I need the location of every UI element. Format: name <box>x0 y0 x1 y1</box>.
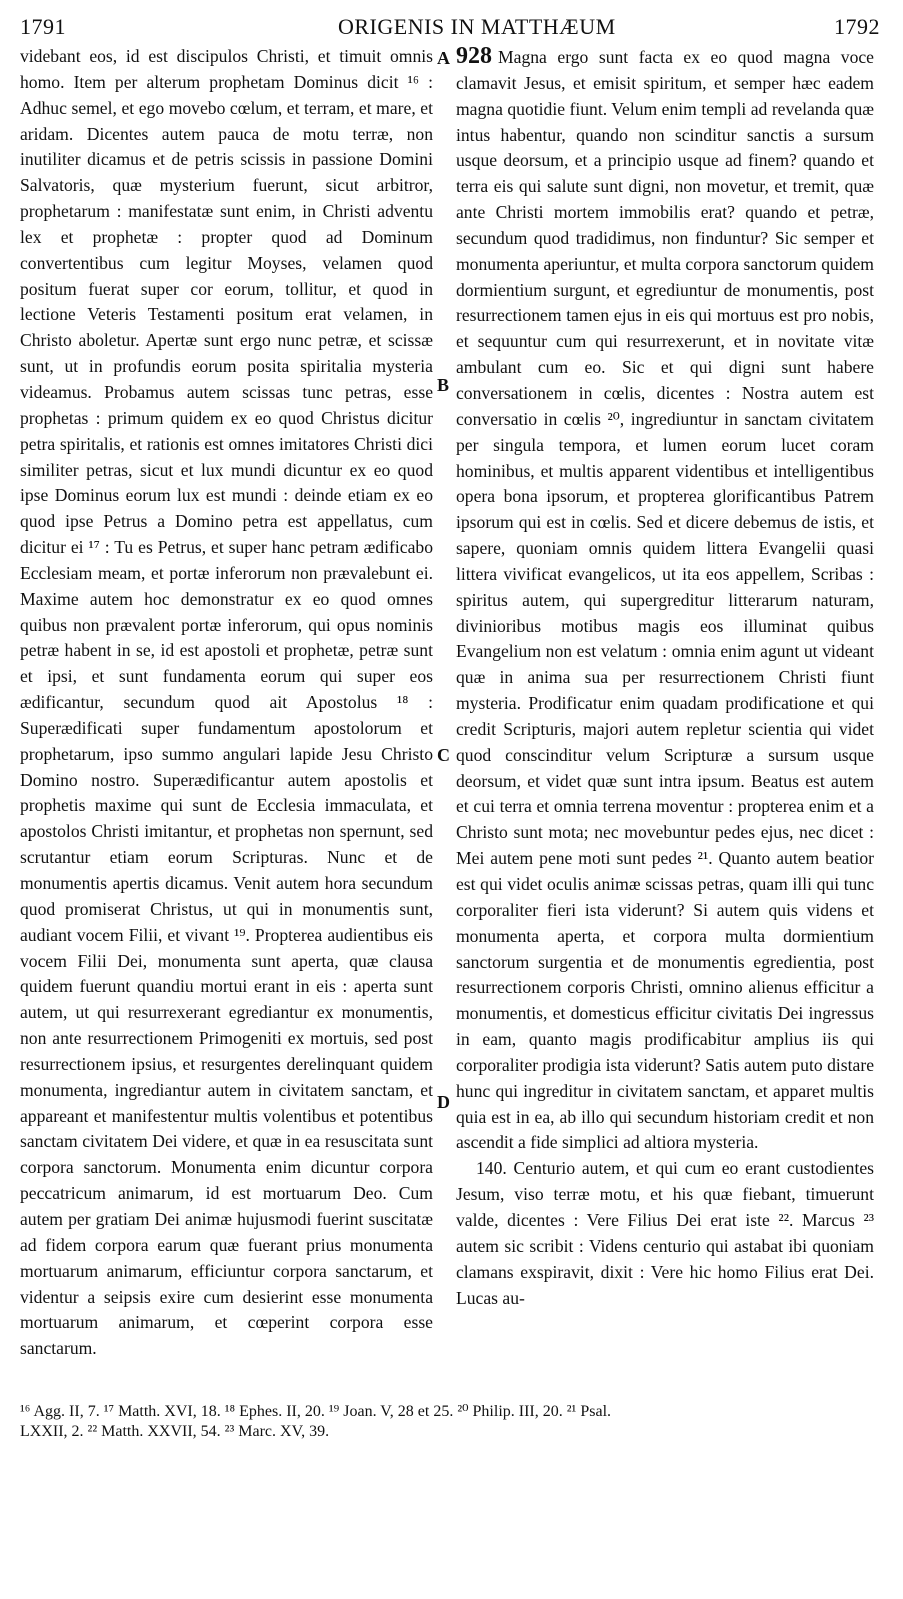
footnote-line-1: ¹⁶ Agg. II, 7. ¹⁷ Matth. XVI, 18. ¹⁸ Ephes. II, 20. ¹⁹ Joan. V, 28 et 25. ²⁰ Philip. III, 20. ²¹ Psal. <box>20 1403 612 1420</box>
right-paragraph-1 <box>456 44 874 1156</box>
margin-letter-d: D <box>437 1092 450 1112</box>
margin-letter-c: C <box>437 745 450 765</box>
left-column <box>20 44 433 1362</box>
left-column-text: videbant eos, id est discipulos Christi, et timuit omnis homo. Item per alterum prophetam Dominus dicit ¹⁶ : Adhuc semel, et ego movebo cœlum, et terram, et mare, et aridam. Dicentes autem pauca de motu terræ, non inutiliter dicamus et de petris scissis in passione Domini Salvatoris, quæ mysterium fuerunt, sicut arbitror, prophetarum : manifestatæ sunt enim, in Christi adventu lex et prophetæ : propter quod ad Dominum convertentibus cum legitur Moyses, velamen quod positum fuerat super cor eorum, tollitur, et quod in lectione Veteris Testamenti positum erat velamen, in Christo aboletur. Apertæ sunt ergo nunc petræ, et scissæ sunt, ut in profundis eorum posita spiritalia mysteria videamus. Probamus autem scissas tunc petras, esse prophetas : primum quidem ex eo quod Christus dicitur petra spiritalis, et rationis est omnes imitatores Christi dici similiter petras, sicut et lux mundi dicuntur ex eo quod ipse Dominus eorum lux est mundi : deinde etiam ex eo quod ipse Petrus a Domino petra est appellatus, cum dicitur ei ¹⁷ : Tu es Petrus, et super hanc petram ædificabo Ecclesiam meam, et portæ inferorum non prævalebunt ei. Maxime autem hoc demonstratur ex eo quod omnes quibus non prævalent portæ inferorum, qui opus nominis petræ habent in se, id est apostoli et prophetæ, petræ sunt et ipsi, et sunt fundamenta eorum qui super eos ædificantur, secundum quod ait Apostolus ¹⁸ : Superædificati super fundamentum apostolorum et prophetarum, ipso summo angulari lapide Jesu Christo Domino nostro. Superædificantur autem apostolis et prophetis maxime qui sunt de Ecclesia immaculata, et apostolos Christi imitantur, et prophetas non spernunt, sed scrutantur etiam eorum Scripturas. Nunc et de monumentis apertis dicamus. Venit autem hora secundum quod promiserat Christus, ut qui in monumentis sunt, audiant vocem Filii, et vivant ¹⁹. Propterea audientibus eis vocem Filii Dei, monumenta sunt aperta, quæ clausa quidem fuerunt quandiu mortui erant in eis : aperta sunt autem, ut qui resurrexerant egrediantur ex monumentis, non ante resurrectionem Primogeniti ex mortuis, sed post resurrectionem ipsius, et resurgentes derelinquant quidem monumenta, ingrediantur autem in civitatem sanctam, et appareant et manifestentur multis volentibus et potentibus sanctam civitatem Dei videre, et quæ in ea resuscitata sunt corpora sanctorum. Monumenta enim dicuntur corpora peccatricum animarum, id est mortuarum Deo. Cum autem per gratiam Dei animæ hujusmodi fuerint suscitatæ ad fidem corpora earum quæ fuerant prius monumenta mortuarum animarum, efficiuntur corpora sanctarum, et videntur a seipsis exire cum desierint esse monumenta mortuarum animarum, et cœperint corpora esse sanctarum. <box>20 46 433 1359</box>
right-paragraph-1-text: Magna ergo sunt facta ex eo quod magna voce clamavit Jesus, et emisit spiritum, et semper hæc eadem magna quotidie fiunt. Velum enim templi ad revelanda quæ intus habentur, quando non scinditur sanctis a sursum usque deorsum, et a principio usque ad finem? quando et terra eis qui salute sunt digni, non movetur, et tremit, quæ ante Christi mortem immobilis erat? quando et petræ, secundum quod tradidimus, non finduntur? Sic semper et monumenta aperiuntur, et multa corpora sanctorum quidem dormientium surgunt, et egrediuntur de monumentis, post resurrectionem tamen ejus in eis qui mortuus est pro nobis, et sequuntur cum qui resurrexerunt, et in novitate vitæ ambulant cum eo. Sic et qui digni sunt habere conversationem in cœlis, dicentes : Nostra autem est conversatio in cœlis ²⁰, ingrediuntur in sanctam civitatem per singula tempora, et lumen eorum lucet coram hominibus, et multis apparent videntibus et intelligentibus opera bona ipsorum, et propterea glorificantibus Patrem ipsorum qui est in cœlis. Sed et dicere debemus de istis, et sapere, quoniam omnis quidem littera Evangelii quasi littera vivificat evangelicos, ut ita eos appellem, Scribas : spiritus autem, qui supergreditur litterarum naturam, divinioribus motibus magis eos illuminat quibus Evangelium non est velatum : omnia enim agunt ut videant quæ in anima sua per resurrectionem Christi fiunt mysteria. Prodificatur enim quadam prodificatione et qui credit Scripturis, majori autem repletur scientia qui videt quod conscinditur velum Scripturæ a sursum usque deorsum, et videt quæ sunt intra ipsum. Beatus est autem et cui terra et omnia terrena moventur : propterea enim et a Christo sunt mota; nec movebuntur pedes ejus, nec dicet : Mei autem pene moti sunt pedes ²¹. Quanto autem beatior est qui videt oculis animæ scissas petras, quam illi qui tunc corporaliter fieri ista viderunt? Si autem quis videns et monumenta aperta, et corpora multa dormientium sanctorum surgentia et de monumentis egredientia, post resurrectionem corporis Christi, omnino alienus efficitur a monumentis, et domesticus efficitur civitatis Dei ingressus in eam, quanto magis prodificabitur amplius iis qui corporaliter prodigia ista viderunt? Satis autem puto distare hunc qui ingreditur in civitatem sanctam, et apparet multis quia est in ea, ab illo qui secundum historiam credit et non ascendit a fide simplici ad altiora mysteria. <box>456 47 874 1153</box>
page-number-right: 1792 <box>834 14 880 39</box>
running-header <box>20 14 880 40</box>
running-title: ORIGENIS IN MATTHÆUM <box>338 14 616 39</box>
page-number-left: 1791 <box>20 14 66 39</box>
footnote-line-2: LXXII, 2. ²² Matth. XXVII, 54. ²³ Marc. XV, 39. <box>20 1423 330 1440</box>
margin-letter-b: B <box>437 375 450 395</box>
footnotes <box>20 1402 880 1442</box>
right-column <box>456 44 874 1311</box>
section-number: 928 <box>456 43 492 69</box>
right-paragraph-2: 140. Centurio autem, et qui cum eo erant custodientes Jesum, viso terræ motu, et his quæ fiebant, timuerunt valde, dicentes : Vere Filius Dei erat iste ²². Marcus ²³ autem sic scribit : Videns centurio qui astabat ibi quoniam clamans exspiravit, dixit : Vere hic homo Filius erat Dei. Lucas au- <box>456 1158 874 1308</box>
margin-letter-a: A <box>437 48 450 68</box>
